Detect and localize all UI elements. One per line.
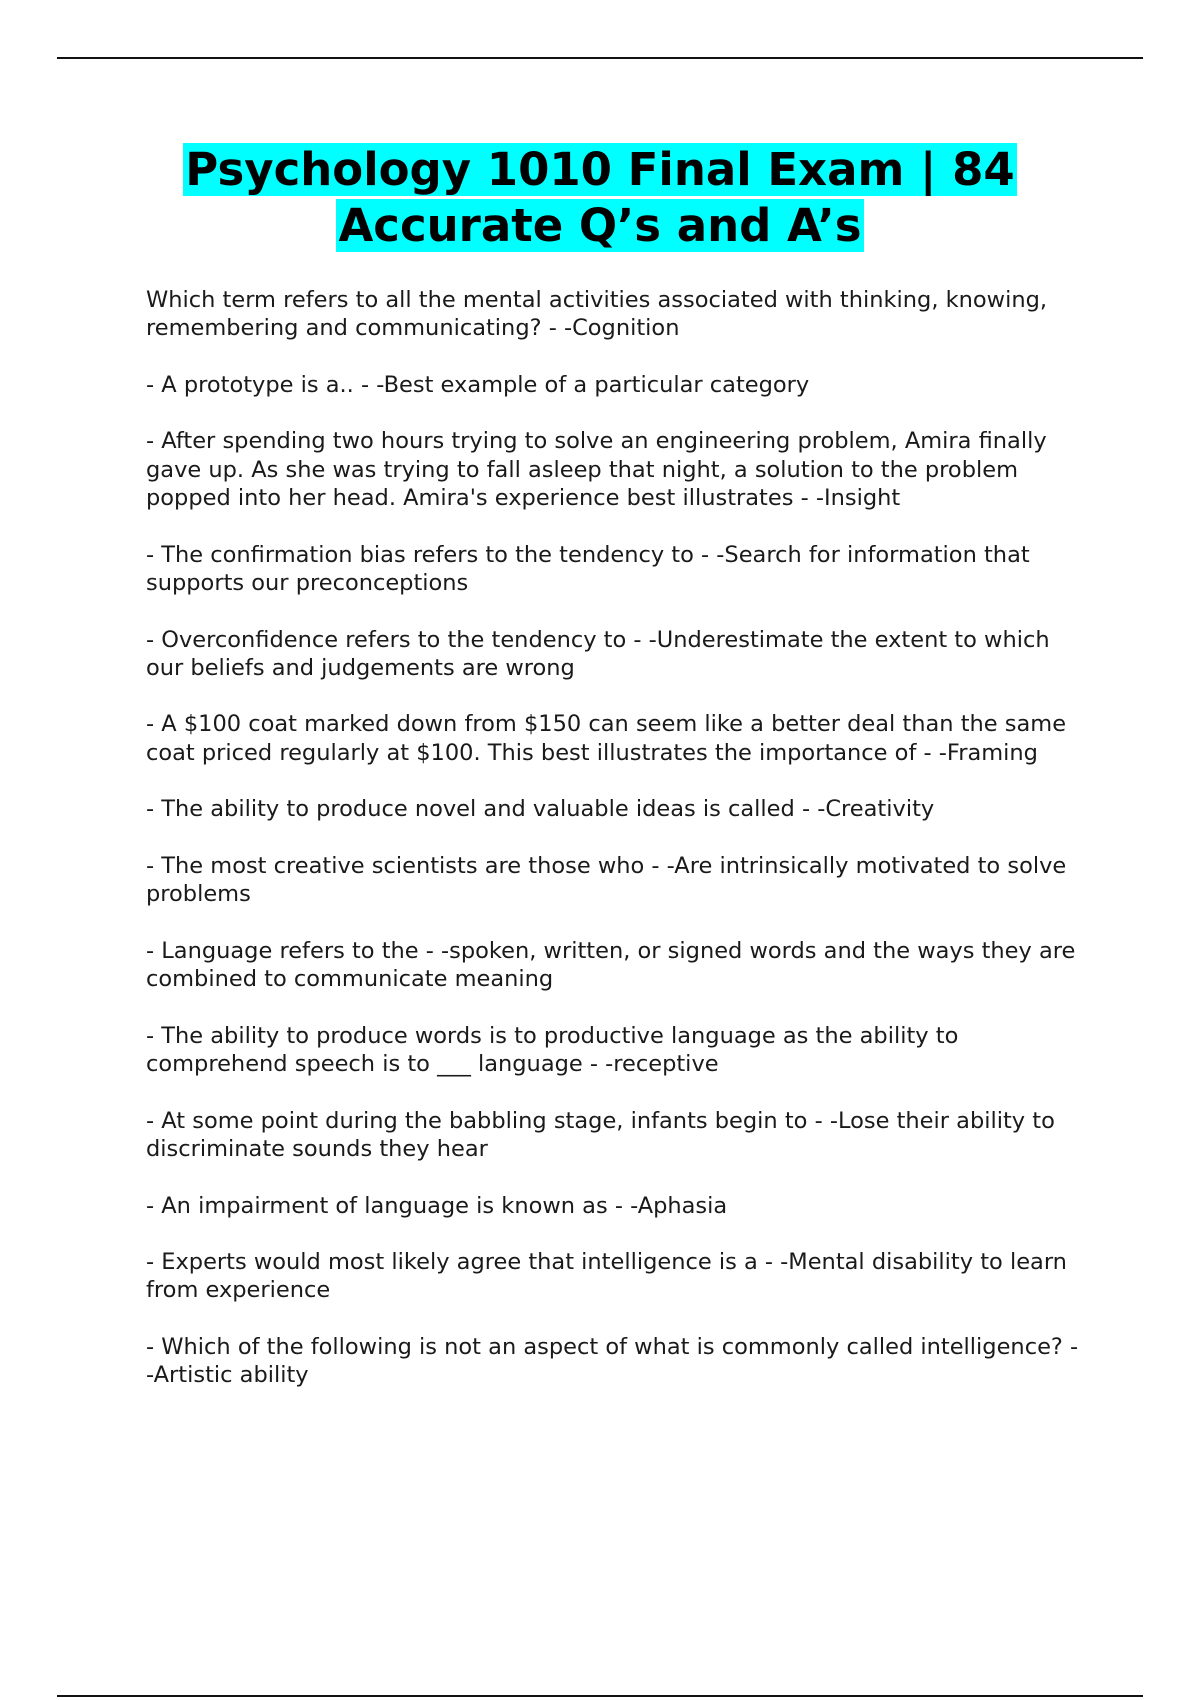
qa-item: - A $100 coat marked down from $150 can seem like a better deal than the same coat priced regularly at $100. This best illustrates the importance of - -Framing: [146, 711, 1067, 766]
title-block: [100, 142, 1100, 254]
qa-item: - Which of the following is not an aspect of what is commonly called intelligence? - -Artistic ability: [146, 1333, 1079, 1389]
page-title: [100, 142, 1100, 254]
qa-item: - A prototype is a.. - -Best example of a particular category: [146, 371, 810, 398]
bottom-rule: [57, 1695, 1143, 1697]
title-line-1: Psychology 1010 Final Exam | 84: [185, 143, 1015, 196]
qa-item: - The confirmation bias refers to the tendency to - -Search for information that supports our preconceptions: [146, 541, 1030, 596]
qa-list: [146, 286, 1091, 1418]
qa-item: - After spending two hours trying to solve an engineering problem, Amira finally gave up. As she was trying to fall asleep that night, a solution to the problem popped into her head. Amira's experience best illustrates - -Insight: [146, 428, 1047, 512]
qa-item: - Language refers to the - -spoken, written, or signed words and the ways they are combined to communicate meaning: [146, 937, 1076, 993]
qa-item: - The ability to produce novel and valuable ideas is called - -Creativity: [146, 796, 935, 823]
qa-item: - Overconfidence refers to the tendency to - -Underestimate the extent to which our beliefs and judgements are wrong: [146, 626, 1050, 681]
qa-item: - The ability to produce words is to productive language as the ability to comprehend speech is to ___ language - -receptive: [146, 1022, 959, 1078]
title-line-2: Accurate Q’s and A’s: [338, 199, 862, 252]
qa-item: Which term refers to all the mental activities associated with thinking, knowing, remembering and communicating? - -Cognition: [146, 287, 1048, 342]
qa-item: - At some point during the babbling stage, infants begin to - -Lose their ability to discriminate sounds they hear: [146, 1107, 1055, 1162]
qa-item: - The most creative scientists are those who - -Are intrinsically motivated to solve problems: [146, 852, 1067, 908]
qa-item: - Experts would most likely agree that intelligence is a - -Mental disability to learn from experience: [146, 1249, 1067, 1304]
top-rule: [57, 57, 1143, 59]
qa-item: - An impairment of language is known as - -Aphasia: [146, 1192, 728, 1219]
